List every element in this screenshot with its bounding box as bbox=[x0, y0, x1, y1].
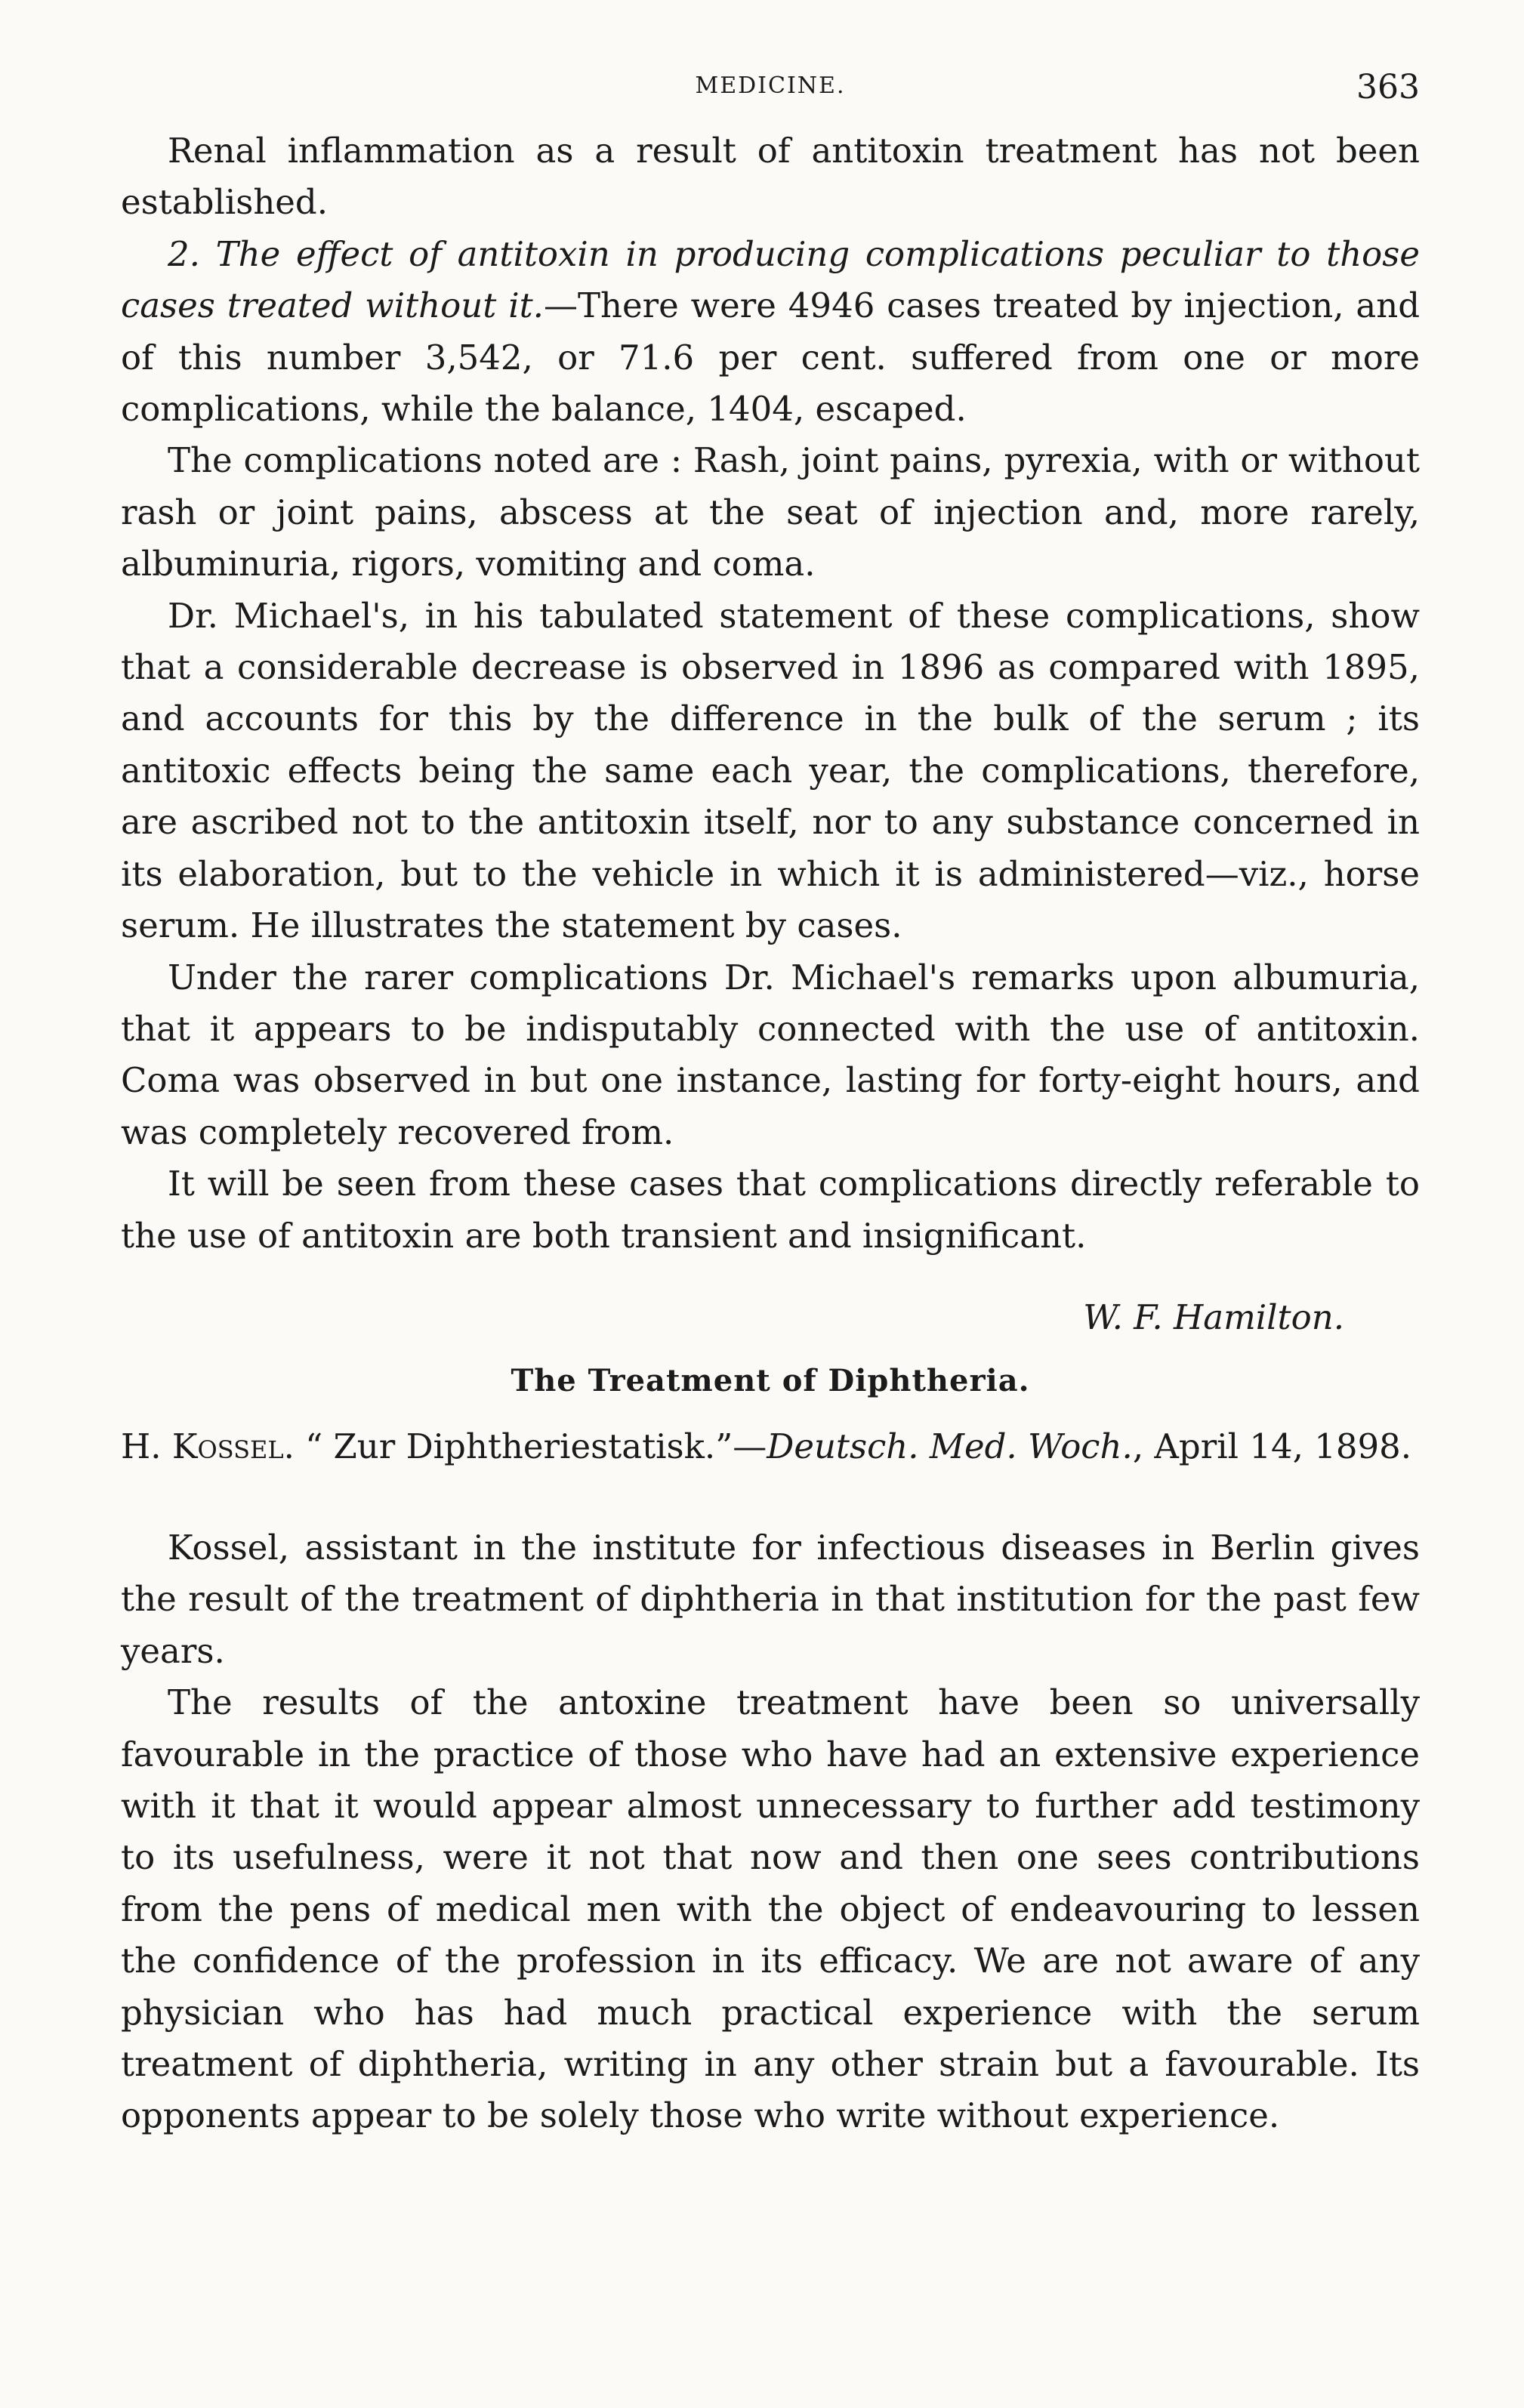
paragraph-conclusion: It will be seen from these cases that complications directly referable to the use of antitoxin are both transient and insignificant. bbox=[121, 1164, 1420, 1256]
citation-journal: Deutsch. Med. Woch. bbox=[767, 1426, 1133, 1466]
paragraph-heading-italic: 2. The effect of antitoxin in producing complications peculiar to those cases treated without it. bbox=[121, 233, 1420, 326]
citation-date: , April 14, 1898. bbox=[1132, 1426, 1412, 1466]
paragraph-heading-body: —There were 4946 cases treated by injection, and of this number 3,542, or 71.6 per cent. suffered from one or more complications, while the balance, 1404, escaped. bbox=[121, 285, 1421, 430]
paragraph-rarer-complications: Under the rarer complications Dr. Michael's remarks upon albumuria, that it appears to be indisputably connected with the use of antitoxin. Coma was observed in but one instance, lasting for forty-eight hours, and was completely recovered from. bbox=[121, 957, 1420, 1152]
page-header bbox=[121, 68, 1420, 125]
paragraph-complications-heading bbox=[121, 229, 1420, 436]
running-head: MEDICINE. bbox=[695, 72, 846, 99]
paragraph-complications-noted: The complications noted are : Rash, joint pains, pyrexia, with or without rash or joint pains, abscess at the seat of injection and, more rarely, albuminuria, rigors, vomiting and coma. bbox=[121, 440, 1420, 584]
book-page bbox=[121, 68, 1421, 2142]
paragraph-kossel: Kossel, assistant in the institute for infectious diseases in Berlin gives the result of the treatment of diphtheria in that institution for the past few years. bbox=[121, 1527, 1420, 1671]
citation-title: “ Zur Diphtheriestatisk.”— bbox=[294, 1426, 767, 1466]
citation bbox=[121, 1421, 1420, 1472]
paragraph-antoxine-results: The results of the antoxine treatment have been so universally favourable in the practice of those who have had an extensive experience with it that it would appear almost unnecessary to further add testimony to its usefulness, were it not that now and then one sees contributions from the pens of medical men with the object of endeavouring to lessen the confidence of the profession in its efficacy. We are not aware of any physician who has had much practical experience with the serum treatment of diphtheria, writing in any other strain but a favourable. Its opponents appear to be solely those who write without experience. bbox=[121, 1682, 1420, 2136]
paragraph-michael-statement: Dr. Michael's, in his tabulated statement of these complications, show that a considerable decrease is observed in 1896 as compared with 1895, and accounts for this by the difference in the bulk of the serum ; its antitoxic effects being the same each year, the complications, therefore, are ascribed not to the antitoxin itself, nor to any substance concerned in its elaboration, but to the vehicle in which it is administered—viz., horse serum. He illustrates the statement by cases. bbox=[121, 595, 1420, 946]
page-number: 363 bbox=[1356, 68, 1420, 106]
citation-author: H. Kossel. bbox=[121, 1426, 295, 1466]
paragraph-renal: Renal inflammation as a result of antitoxin treatment has not been established. bbox=[121, 131, 1420, 223]
author-signature: W. F. Hamilton. bbox=[1083, 1296, 1344, 1337]
section-title: The Treatment of Diphtheria. bbox=[511, 1362, 1030, 1398]
